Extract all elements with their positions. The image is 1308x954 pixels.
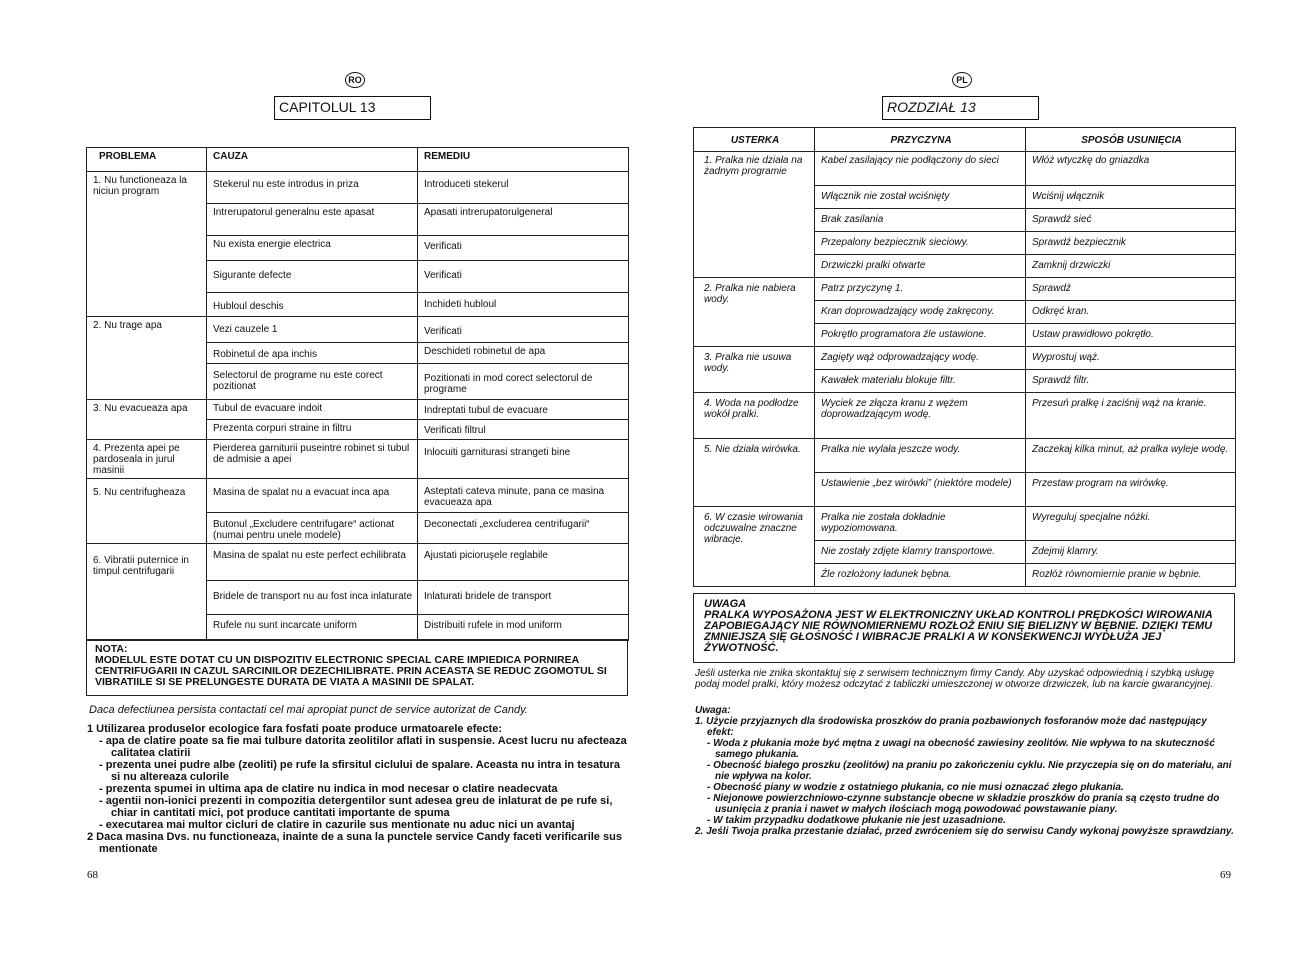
header-problema: PROBLEMA: [87, 148, 207, 172]
remedy-cell: Verificati: [418, 236, 629, 261]
header-usterka: USTERKA: [694, 128, 815, 152]
list-item: 1. Użycie przyjaznych dla środowiska proszków do prania pozbawionych fosforanów może dać następujący efekt:: [695, 716, 1207, 738]
cause-cell: Selectorul de programe nu este corect pozitionat: [207, 364, 418, 400]
remedy-cell: Sprawdź: [1026, 278, 1236, 301]
remedy-cell: Deconectati „excluderea centrifugarii“: [418, 513, 629, 544]
header-sposob-usuniecia: SPOSÓB USUNIĘCIA: [1026, 128, 1236, 152]
remedy-cell: Przesuń pralkę i zaciśnij wąż na kranie.: [1026, 393, 1236, 439]
problem-cell: 2. Nu trage apa: [87, 317, 207, 400]
cause-cell: Vezi cauzele 1: [207, 317, 418, 343]
cause-cell: Butonul „Excludere centrifugare“ actionat (numai pentru unele modele): [207, 513, 418, 544]
problem-cell: 5. Nie działa wirówka.: [694, 439, 815, 507]
language-badge-pl: PL: [952, 72, 972, 88]
cause-cell: Źle rozłożony ładunek bębna.: [815, 564, 1026, 587]
note-title: UWAGA: [704, 598, 747, 610]
eco-list-ro: [87, 723, 627, 855]
problem-cell: 4. Woda na podłodze wokół pralki.: [694, 393, 815, 439]
cause-cell: Kran doprowadzający wodę zakręcony.: [815, 301, 1026, 324]
remedy-cell: Indreptati tubul de evacuare: [418, 400, 629, 420]
language-badge-ro: RO: [345, 72, 365, 88]
cause-cell: Pierderea garniturii puseintre robinet si tubul de admisie a apei: [207, 440, 418, 479]
remedy-cell: Zaczekaj kilka minut, aż pralka wyleje wodę.: [1026, 439, 1236, 473]
list-item: - Niejonowe powierzchniowo-czynne substancje obecne w składzie proszków do prania są często trudne do usunięcia z prania i nawet w małych ilościach mogą powodować powstawanie piany.: [707, 793, 1220, 815]
cause-cell: Wyciek ze złącza kranu z wężem doprowadzającym wodę.: [815, 393, 1026, 439]
list-item: - agentii non-ionici prezenti in compozitia detergentilor sunt adesea greu de inlaturat de pe rufe si, chiar in cantitati mici, pot produce cantitati importante de spuma: [99, 795, 613, 819]
list-item: - executarea mai multor cicluri de clatire in cazurile sus mentionate nu aduc nici un avantaj: [99, 819, 575, 831]
problem-cell: 6. Vibratii puternice in timpul centrifugarii: [87, 544, 207, 641]
note-title: NOTA:: [95, 643, 128, 655]
remedy-cell: Distribuiti rufele in mod uniform: [418, 615, 629, 641]
note-text: PRALKA WYPOSAŻONA JEST W ELEKTRONICZNY UKŁAD KONTROLI PRĘDKOŚCI WIROWANIA ZAPOBIEGAJĄCY NIE RÓWNOMIERNEMU ROZŁOŻ ENIU SIĘ BIELIZNY W BĘBNIE. DZIĘKI TEMU ZMNIEJSZA SIĘ GŁOŚNOŚĆ I WIBRACJE PRALKI A W KONSEKWENCJI WYDŁUŻA JEJ ŻYWOTNOŚĆ.: [704, 609, 1213, 654]
cause-cell: Kabel zasilający nie podłączony do sieci: [815, 152, 1026, 186]
chapter-title-pl: ROZDZIAŁ 13: [882, 96, 1039, 120]
remedy-cell: Wyprostuj wąż.: [1026, 347, 1236, 370]
cause-cell: Robinetul de apa inchis: [207, 343, 418, 364]
cause-cell: Ustawienie „bez wirówki” (niektóre modele): [815, 473, 1026, 507]
list-item: - prezenta unei pudre albe (zeoliti) pe rufe la sfirsitul ciclului de spalare. Aceasta nu intra in tesatura si nu altereaza culorile: [99, 759, 621, 783]
list-item: 1 Utilizarea produselor ecologice fara fosfati poate produce urmatoarele efecte:: [87, 723, 503, 735]
remedy-cell: Verificati filtrul: [418, 420, 629, 440]
chapter-title-ro: CAPITOLUL 13: [274, 96, 431, 120]
note-box-ro: [86, 639, 628, 696]
cause-cell: Zagięty wąż odprowadzający wodę.: [815, 347, 1026, 370]
remedy-cell: Apasati intrerupatorulgeneral: [418, 204, 629, 236]
note-box-pl: [693, 593, 1235, 663]
cause-cell: Hubloul deschis: [207, 293, 418, 317]
remedy-cell: Inlaturati bridele de transport: [418, 581, 629, 615]
cause-cell: Rufele nu sunt incarcate uniform: [207, 615, 418, 641]
problem-cell: 2. Pralka nie nabiera wody.: [694, 278, 815, 347]
problem-cell: 1. Pralka nie działa na żadnym programie: [694, 152, 815, 278]
remedy-cell: Przestaw program na wirówkę.: [1026, 473, 1236, 507]
remedy-cell: Odkręć kran.: [1026, 301, 1236, 324]
cause-cell: Pralka nie wylała jeszcze wody.: [815, 439, 1026, 473]
list-item: - Woda z płukania może być mętna z uwagi na obecność zawiesiny zeolitów. Nie wpływa to na skuteczność samego płukania.: [707, 738, 1215, 760]
remedy-cell: Rozłóż równomiernie pranie w bębnie.: [1026, 564, 1236, 587]
remedy-cell: Verificati: [418, 317, 629, 343]
list-item: - Obecność białego proszku (zeolitów) na praniu po zakończeniu cyklu. Nie przyczepia się on do materiału, ani nie wpływa na kolor.: [707, 760, 1232, 782]
cause-cell: Sigurante defecte: [207, 261, 418, 293]
cause-cell: Drzwiczki pralki otwarte: [815, 255, 1026, 278]
header-przyczyna: PRZYCZYNA: [815, 128, 1026, 152]
list-item: 2 Daca masina Dvs. nu functioneaza, inainte de a suna la punctele service Candy faceti verificarile sus mentionate: [87, 831, 622, 855]
remedy-cell: Inlocuiti garniturasi strangeti bine: [418, 440, 629, 479]
list-item: - Obecność piany w wodzie z ostatniego płukania, co nie musi oznaczać złego płukania.: [707, 782, 1124, 793]
cause-cell: Tubul de evacuare indoit: [207, 400, 418, 420]
remedy-cell: Inchideti hubloul: [418, 293, 629, 317]
remedy-cell: Pozitionati in mod corect selectorul de programe: [418, 364, 629, 400]
list-title: Uwaga:: [695, 705, 731, 716]
remedy-cell: Verificati: [418, 261, 629, 293]
troubleshooting-table-pl: [693, 127, 1236, 587]
service-text-ro: Daca defectiunea persista contactati cel mai apropiat punct de service autorizat de Candy.: [89, 704, 528, 716]
remedy-cell: Wciśnij włącznik: [1026, 186, 1236, 209]
service-text-pl: Jeśli usterka nie znika skontaktuj się z serwisem technicznym firmy Candy. Aby uzyskać odpowiednią i szybką usługę podaj model pralki, który możesz odczytać z tabliczki umieszczonej w otworze drzwiczek, lub na karcie gwarancyjnej.: [695, 668, 1215, 690]
cause-cell: Pokrętło programatora źle ustawione.: [815, 324, 1026, 347]
list-item: - apa de clatire poate sa fie mai tulbure datorita zeolitilor aflati in suspensie. Acest lucru nu afecteaza calitatea clatirii: [99, 735, 627, 759]
cause-cell: Brak zasilania: [815, 209, 1026, 232]
list-item: - prezenta spumei in ultima apa de clatire nu indica in mod necesar o clatire neadecvata: [99, 783, 558, 795]
remedy-cell: Sprawdź sieć: [1026, 209, 1236, 232]
list-item: - W takim przypadku dodatkowe płukanie nie jest uzasadnione.: [707, 815, 1006, 826]
remedy-cell: Zamknij drzwiczki: [1026, 255, 1236, 278]
cause-cell: Masina de spalat nu este perfect echilibrata: [207, 544, 418, 581]
remedy-cell: Deschideti robinetul de apa: [418, 343, 629, 364]
cause-cell: Patrz przyczynę 1.: [815, 278, 1026, 301]
cause-cell: Prezenta corpuri straine in filtru: [207, 420, 418, 440]
cause-cell: Kawałek materiału blokuje filtr.: [815, 370, 1026, 393]
remedy-cell: Sprawdź filtr.: [1026, 370, 1236, 393]
cause-cell: Pralka nie została dokładnie wypoziomowana.: [815, 507, 1026, 541]
problem-cell: 6. W czasie wirowania odczuwalne znaczne wibracje.: [694, 507, 815, 587]
remedy-cell: Ajustati picioruşele reglabile: [418, 544, 629, 581]
remedy-cell: Wyreguluj specjalne nóżki.: [1026, 507, 1236, 541]
problem-cell: 4. Prezenta apei pe pardoseala in jurul masinii: [87, 440, 207, 479]
page-number-right: 69: [1220, 869, 1231, 881]
cause-cell: Intrerupatorul generalnu este apasat: [207, 204, 418, 236]
list-item: 2. Jeśli Twoja pralka przestanie działać, przed zwróceniem się do serwisu Candy wykonaj powyższe sprawdziany.: [695, 826, 1234, 837]
remedy-cell: Włóż wtyczkę do gniazdka: [1026, 152, 1236, 186]
cause-cell: Bridele de transport nu au fost inca inlaturate: [207, 581, 418, 615]
remedy-cell: Ustaw prawidłowo pokrętło.: [1026, 324, 1236, 347]
page-number-left: 68: [87, 869, 98, 881]
troubleshooting-table-ro: [86, 147, 629, 641]
remedy-cell: Zdejmij klamry.: [1026, 541, 1236, 564]
header-remediu: REMEDIU: [418, 148, 629, 172]
problem-cell: 3. Pralka nie usuwa wody.: [694, 347, 815, 393]
cause-cell: Stekerul nu este introdus in priza: [207, 172, 418, 204]
note-text: MODELUL ESTE DOTAT CU UN DISPOZITIV ELECTRONIC SPECIAL CARE IMPIEDICA PORNIREA CENTRIFUGARII IN CAZUL SARCINILOR DEZECHILIBRATE. PRIN ACEASTA SE REDUC ZGOMOTUL SI VIBRATIILE SI SE PRELUNGESTE DURATA DE VIATA A MASINII DE SPALAT.: [95, 654, 607, 688]
cause-cell: Przepalony bezpiecznik sieciowy.: [815, 232, 1026, 255]
cause-cell: Nie zostały zdjęte klamry transportowe.: [815, 541, 1026, 564]
cause-cell: Masina de spalat nu a evacuat inca apa: [207, 479, 418, 513]
problem-cell: 3. Nu evacueaza apa: [87, 400, 207, 440]
remedy-cell: Sprawdź bezpiecznik: [1026, 232, 1236, 255]
problem-cell: 5. Nu centrifugheaza: [87, 479, 207, 544]
problem-cell: 1. Nu functioneaza la niciun program: [87, 172, 207, 317]
cause-cell: Nu exista energie electrica: [207, 236, 418, 261]
header-cauza: CAUZA: [207, 148, 418, 172]
cause-cell: Włącznik nie został wciśnięty: [815, 186, 1026, 209]
remedy-cell: Asteptati cateva minute, pana ce masina evacueaza apa: [418, 479, 629, 513]
remedy-cell: Introduceti stekerul: [418, 172, 629, 204]
eco-list-pl: [695, 705, 1235, 837]
